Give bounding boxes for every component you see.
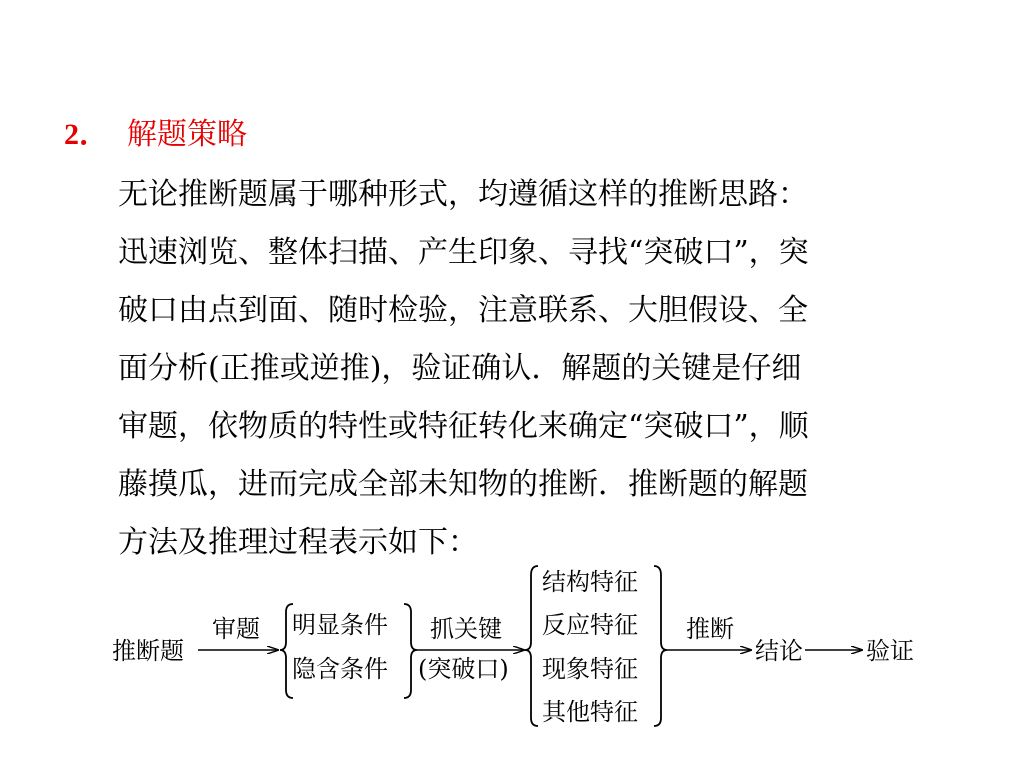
section-title: 解题策略	[127, 117, 247, 152]
conclusion-node-label: 结论	[755, 637, 803, 665]
feature-reaction: 反应特征	[542, 611, 638, 639]
verify-node-label: 验证	[866, 637, 914, 665]
body-line: 无论推断题属于哪种形式，均遵循这样的推断思路：	[118, 177, 808, 212]
feature-phenomenon: 现象特征	[542, 655, 638, 683]
body-line: 藤摸瓜，进而完成全部未知物的推断．推断题的解题	[118, 467, 808, 502]
start-node-label: 推断题	[112, 637, 184, 665]
condition-implicit: 隐含条件	[292, 655, 388, 683]
body-line: 迅速浏览、整体扫描、产生印象、寻找“突破口”，突	[118, 235, 809, 270]
key-label: 抓关键	[430, 615, 502, 643]
features-left-brace	[525, 566, 538, 726]
body-line: 审题，依物质的特性或特征转化来确定“突破口”，顺	[118, 409, 809, 444]
feature-other: 其他特征	[542, 698, 638, 726]
condition-explicit: 明显条件	[292, 611, 388, 639]
body-line: 破口由点到面、随时检验，注意联系、大胆假设、全	[118, 293, 808, 328]
arrow-label-infer: 推断	[686, 615, 734, 643]
conditions-right-brace	[404, 604, 417, 698]
feature-structure: 结构特征	[542, 568, 638, 596]
breakthrough-label: (突破口)	[418, 655, 509, 683]
section-number: 2．	[64, 118, 109, 151]
features-right-brace	[654, 566, 667, 726]
arrow-label-review: 审题	[212, 615, 260, 643]
body-line: 面分析(正推或逆推)，验证确认．解题的关键是仔细	[118, 351, 802, 386]
body-line: 方法及推理过程表示如下：	[118, 525, 478, 560]
